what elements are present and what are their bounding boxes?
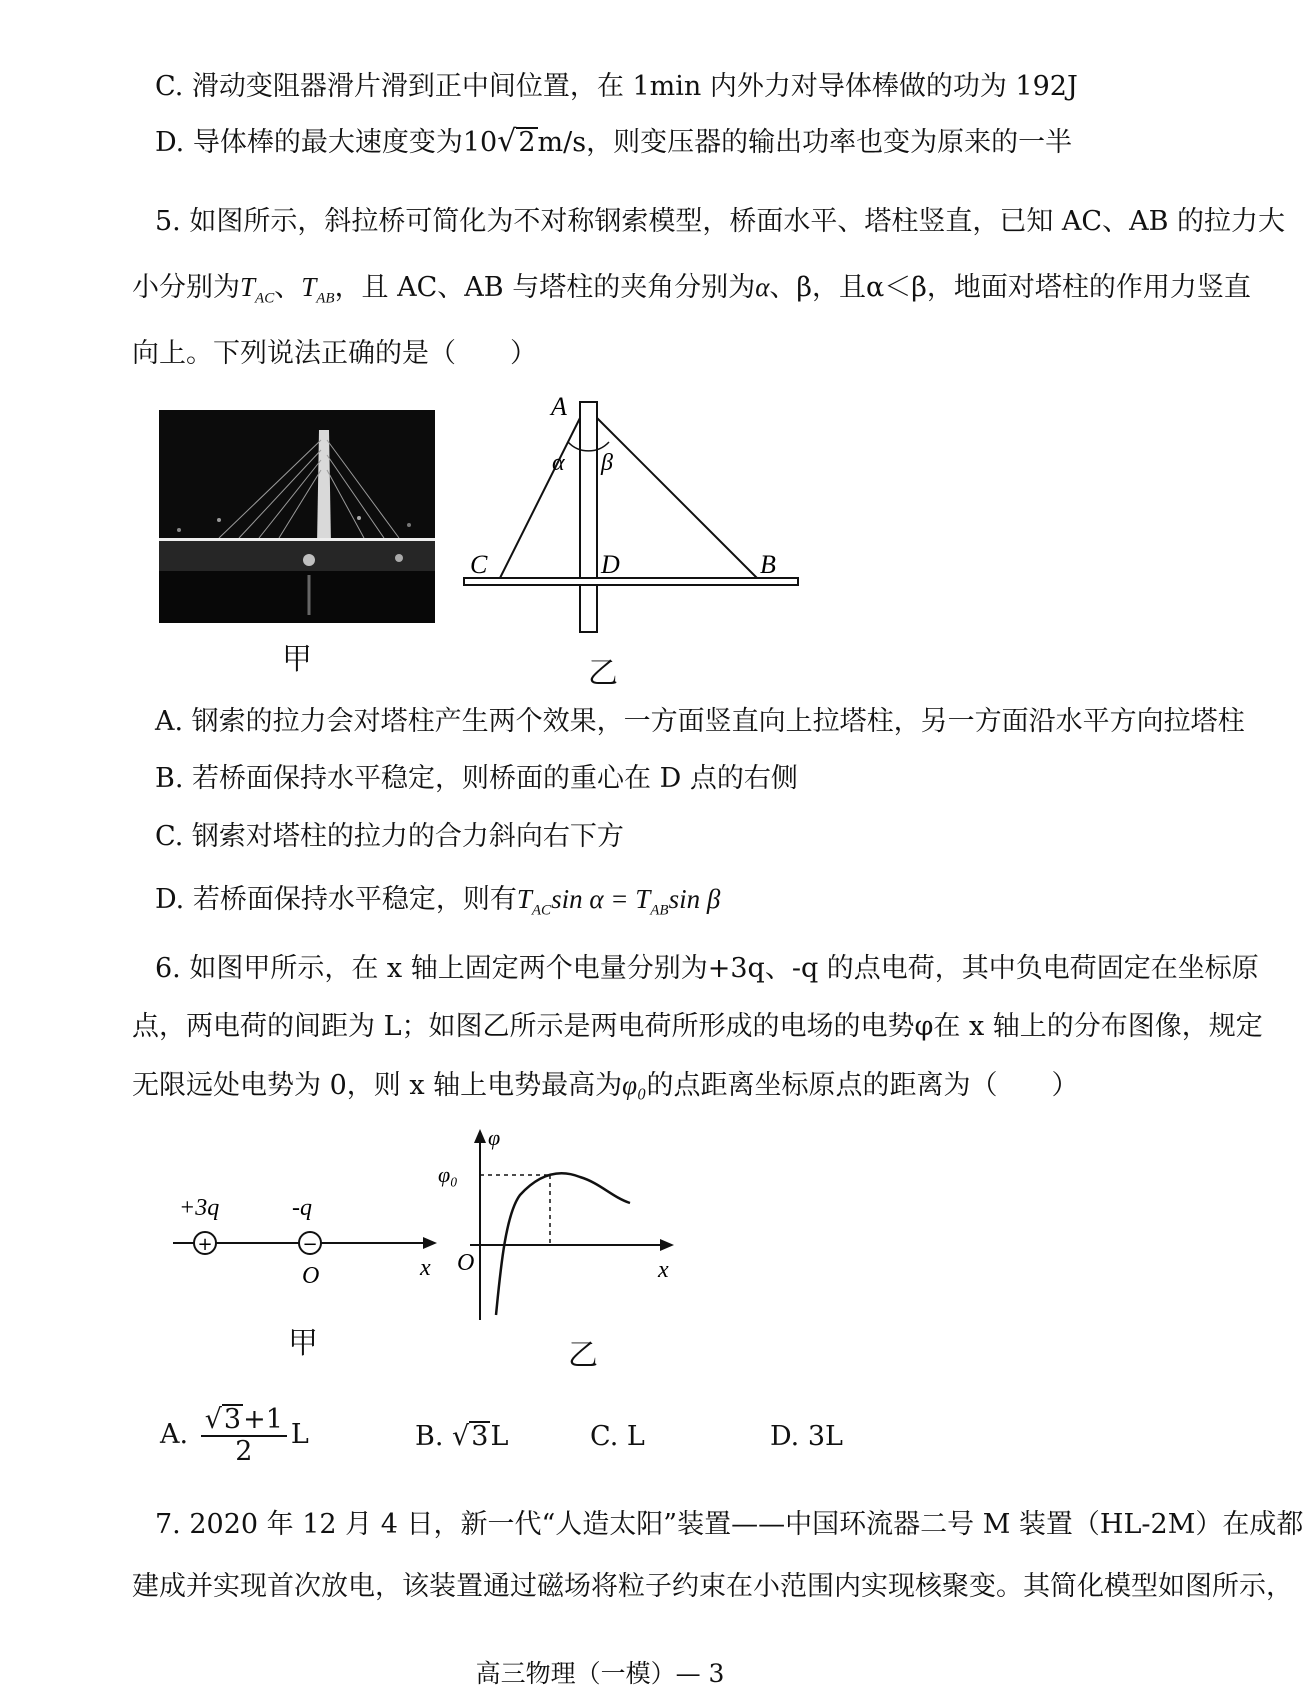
q5-option-a: A. 钢索的拉力会对塔柱产生两个效果，一方面竖直向上拉塔柱，另一方面沿水平方向拉塔柱 [155,706,1245,737]
q7-stem-line2: 建成并实现首次放电，该装置通过磁场将粒子约束在小范围内实现核聚变。其简化模型如图所示， [132,1571,1293,1602]
q6-stem-line1: 6. 如图甲所示，在 x 轴上固定两个电量分别为+3q、-q 的点电荷，其中负电荷固定在坐标原 [155,953,1259,984]
label-c: C [470,550,488,579]
q6-option-b: B. √3L [415,1421,509,1452]
label-b: B [760,550,776,579]
plus-sign: + [197,1234,213,1255]
label-a: A [551,392,567,421]
q4-option-c: C. 滑动变阻器滑片滑到正中间位置，在 1min 内外力对导体棒做的功为 192J [155,71,1078,102]
x-axis-arrow [660,1239,674,1251]
q5-option-b: B. 若桥面保持水平稳定，则桥面的重心在 D 点的右侧 [155,763,798,794]
q7-stem-line1: 7. 2020 年 12 月 4 日，新一代“人造太阳”装置——中国环流器二号 M 装置（HL-2M）在成都 [155,1509,1303,1540]
q5-stem-line1: 5. 如图所示，斜拉桥可简化为不对称钢索模型，桥面水平、塔柱竖直，已知 AC、AB 的拉力大 [155,206,1286,237]
tower-column [580,402,597,632]
q6-option-d: D. 3L [770,1421,843,1452]
q5-stem-line2: 小分别为$T_{AC}$、$T_{AB}$，且 AC、AB 与塔柱的夹角分别为α、β，且α＜β，地面对塔柱的作用力竖直 [132,272,1251,307]
cable-ab [597,418,757,578]
bridge-deck [464,578,798,585]
label-origin: O [302,1263,320,1289]
label-phi0: φ₀ [438,1162,458,1187]
q6-option-a: A. $\frac{√3+1}{2}$ L [160,1404,309,1467]
label-beta: β [601,450,613,476]
q5-stem-line3: 向上。下列说法正确的是（ ） [132,338,537,369]
label-minus-q: -q [292,1195,312,1221]
q6-right-caption: 乙 [568,1338,598,1373]
q4-option-d: D. 导体棒的最大速度变为10√2m/s，则变压器的输出功率也变为原来的一半 [155,124,1073,159]
q6-stem-line2: 点，两电荷的间距为 L；如图乙所示是两电荷所形成的电场的电势φ在 x 轴上的分布图像，规定 [132,1011,1263,1042]
page-footer: 高三物理（一模）— 3 [475,1659,725,1688]
minus-sign: − [302,1234,318,1255]
label-d: D [601,550,620,579]
q6-stem-line3: 无限远处电势为 0，则 x 轴上电势最高为φ₀的点距离坐标原点的距离为（ ） [132,1070,1079,1101]
label-alpha: α [552,450,565,476]
cable-stayed-diagram [455,390,810,640]
label-phi: φ [488,1125,501,1150]
q6-option-c: C. L [590,1421,645,1452]
q6-left-caption: 甲 [288,1326,318,1361]
q5-diagram-caption: 乙 [588,656,618,691]
q5-photo-caption: 甲 [282,642,312,677]
label-x: x [658,1257,669,1283]
potential-graph [430,1125,680,1325]
label-x: x [420,1255,431,1281]
phi-axis-arrow [474,1129,486,1143]
bridge-photo [159,410,435,623]
q5-option-c: C. 钢索对塔柱的拉力的合力斜向右下方 [155,821,624,852]
q5-option-d: D. 若桥面保持水平稳定，则有$T_{AC}\sin$ $\alpha = T_{AB}\sin$ β [155,884,721,919]
label-plus-3q: +3q [179,1195,220,1221]
charges-diagram [165,1180,445,1300]
label-origin: O [457,1250,475,1276]
